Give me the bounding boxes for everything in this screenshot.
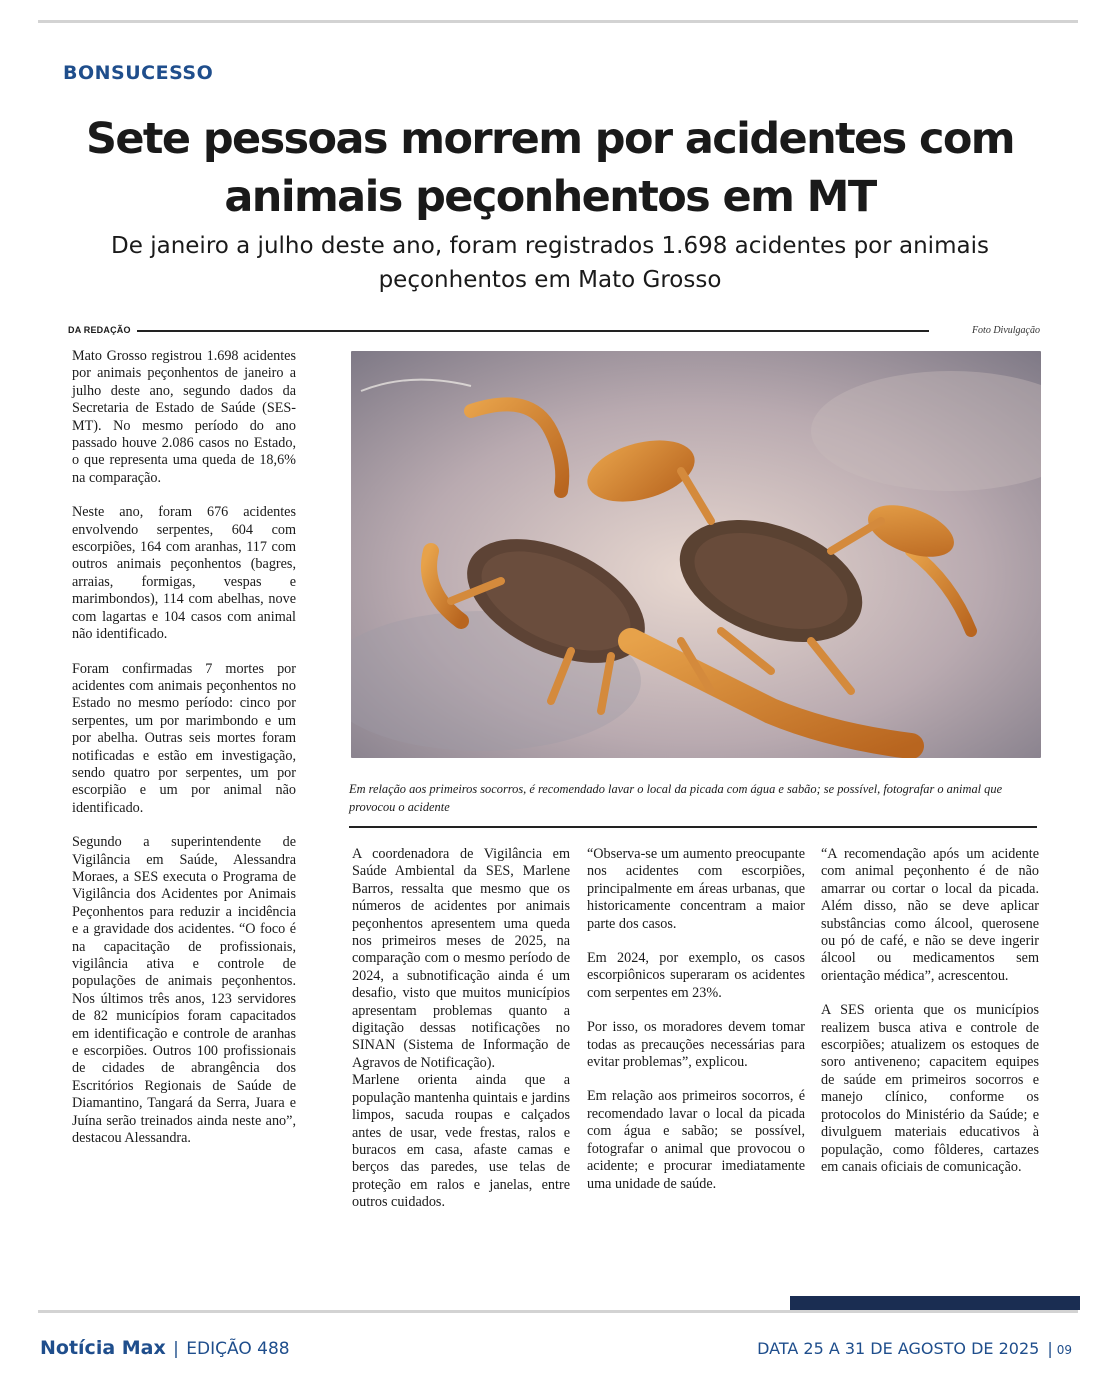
article-column-4 <box>821 846 1039 1176</box>
paragraph: “A recomendação após um acidente com animal peçonhento é de não amarrar ou cortar o local da picada. Além disso, não se deve aplicar substâncias como álcool, querosene ou pó de café, e não se deve ingerir álcool ou medicamentos sem orientação médica”, acrescentou. <box>821 846 1039 984</box>
top-divider <box>38 20 1078 23</box>
paragraph: Em 2024, por exemplo, os casos escorpiônicos superaram os acidentes com serpentes em 23%. <box>587 950 805 1001</box>
paragraph: Neste ano, foram 676 acidentes envolvendo serpentes, 604 com escorpiões, 164 com aranhas, 117 com outros animais peçonhentos (bagres, arraias, formigas, vespas e marimbondos), 114 com abelhas, nove com lagartas e 104 casos com animal não identificado. <box>72 504 296 643</box>
paragraph: Em relação aos primeiros socorros, é recomendado lavar o local da picada com água e sabão; se possível, fotografar o animal que provocou o acidente; e procurar imediatamente uma unidade de saúde. <box>587 1088 805 1192</box>
byline-divider <box>137 330 929 332</box>
caption-divider <box>349 826 1037 828</box>
paragraph: A SES orienta que os municípios realizem busca ativa e controle de escorpiões; atualizem os estoques de soro antiveneno; capacitem equipes de saúde em primeiros socorros e manejo clínico, conforme os protocolos do Ministério da Saúde; e divulguem materiais educativos à população, como fôlderes, cartazes em canais oficiais de comunicação. <box>821 1002 1039 1175</box>
photo-credit: Foto Divulgação <box>971 325 1040 336</box>
paragraph: Por isso, os moradores devem tomar todas as precauções necessárias para evitar problemas”, explicou. <box>587 1019 805 1071</box>
paragraph: Foram confirmadas 7 mortes por acidentes com animais peçonhentos no Estado no mesmo período: cinco por serpentes, um por marimbondo e um por abelha. Outras seis mortes foram notificadas e estão em investigação, sendo quatro por serpentes, um por escorpião e um por animal não identificado. <box>72 660 296 816</box>
photo-caption: Em relação aos primeiros socorros, é recomendado lavar o local da picada com água e sabão; se possível, fotografar o animal que provocou o acidente <box>349 782 1003 814</box>
article-column-1 <box>72 348 296 1147</box>
paragraph: Segundo a superintendente de Vigilância em Saúde, Alessandra Moraes, a SES executa o Programa de Vigilância dos Acidentes por Animais Peçonhentos para reduzir a incidência e a gravidade dos acidentes. “O foco é na capacitação de profissionais, vigilância ativa e controle de populações de animais peçonhentos. Nos últimos três anos, 123 servidores de 82 municípios foram capacitados em identificação e controle de aranhas e escorpiões. Outros 100 profissionais de cidades de abrangência dos Escritórios Regionais de Saúde de Diamantino, Tangará da Serra, Juara e Juína serão treinados ainda neste ano”, destacou Alessandra. <box>72 834 296 1147</box>
issue-date: DATA 25 A 31 DE AGOSTO DE 2025 <box>757 1339 1040 1358</box>
paragraph: Marlene orienta ainda que a população mantenha quintais e jardins limpos, sacuda roupas e calçados antes de usar, vede frestas, ralos e buracos em casa, afaste camas e berços das paredes, use telas de proteção em ralos e janelas, entre outros cuidados. <box>352 1072 570 1211</box>
footer-date <box>757 1339 1072 1358</box>
subheadline: De janeiro a julho deste ano, foram registrados 1.698 acidentes por animais peçonhentos em Mato Grosso <box>111 233 989 293</box>
page-number: 09 <box>1056 1343 1072 1357</box>
footer-publication <box>40 1337 290 1359</box>
paragraph: Mato Grosso registrou 1.698 acidentes por animais peçonhentos de janeiro a julho deste ano, segundo dados da Secretaria de Estado de Saúde (SES-MT). No mesmo período do ano passado houve 2.086 casos no Estado, o que representa uma queda de 18,6% na comparação. <box>72 348 296 486</box>
scorpions-photo <box>351 351 1041 758</box>
article-column-2 <box>352 846 570 1212</box>
bottom-divider <box>38 1310 1078 1313</box>
article-column-3 <box>587 846 805 1193</box>
edition-number: EDIÇÃO 488 <box>186 1339 290 1359</box>
publication-name: Notícia Max <box>40 1337 166 1359</box>
footer-separator: | <box>173 1339 179 1359</box>
section-label: BONSUCESSO <box>63 62 214 84</box>
paragraph: “Observa-se um aumento preocupante nos acidentes com escorpiões, principalmente em áreas urbanas, que historicamente concentram a maior parte dos casos. <box>587 846 805 932</box>
footer-accent-bar <box>790 1296 1080 1310</box>
paragraph: A coordenadora de Vigilância em Saúde Ambiental da SES, Marlene Barros, ressalta que mesmo que os números de acidentes por animais peçonhentos apresentem uma queda nos primeiros meses de 2025, na comparação com o mesmo período de 2024, a subnotificação ainda é um desafio, visto que muitos municípios apresentam problemas quanto a digitação dessas notificações no SINAN (Sistema de Informação de Agravos de Notificação). <box>352 846 570 1071</box>
headline: Sete pessoas morrem por acidentes com animais peçonhentos em MT <box>86 114 1014 222</box>
footer-separator: | <box>1047 1339 1053 1358</box>
scorpions-photo-icon <box>351 351 1041 758</box>
byline: DA REDAÇÃO <box>68 325 131 335</box>
